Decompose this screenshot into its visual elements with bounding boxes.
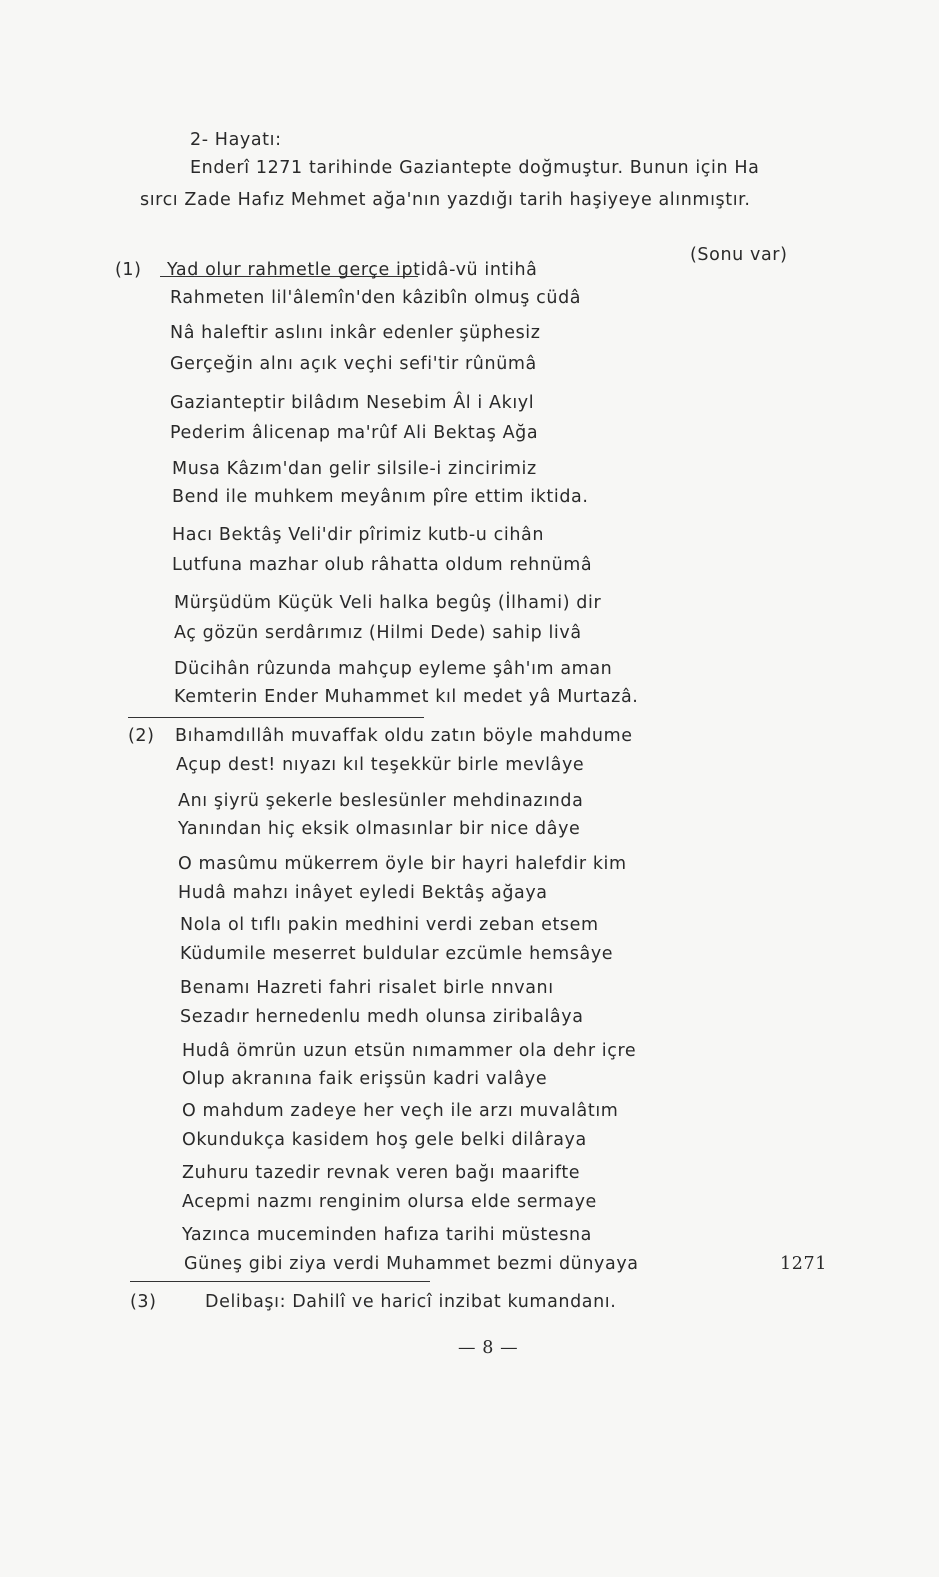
- fn2-line: O mahdum zadeye her veçh ile arzı muvalâtım: [182, 1101, 619, 1121]
- fn1-line: Yad olur rahmetle gerçe iptidâ-vü intihâ: [167, 260, 538, 280]
- fn2-line: Küdumile meserret buldular ezcümle hemsâye: [180, 944, 614, 964]
- fn2-line: Bıhamdıllâh muvaffak oldu zatın böyle mahdume: [175, 726, 633, 746]
- fn2-line: Açup dest! nıyazı kıl teşekkür birle mevlâye: [176, 755, 585, 775]
- fn2-line: Nola ol tıflı pakin medhini verdi zeban etsem: [180, 915, 599, 935]
- fn2-line: Okundukça kasidem hoş gele belki dilâraya: [182, 1130, 587, 1150]
- fn2-line: Yanından hiç eksik olmasınlar bir nice dâye: [178, 819, 581, 839]
- chronogram-year: 1271: [780, 1254, 827, 1274]
- fn2-line: Sezadır hernedenlu medh olunsa ziribalâya: [180, 1007, 584, 1027]
- fn2-line: Acepmi nazmı renginim olursa elde sermaye: [182, 1192, 597, 1212]
- fn3-line: Delibaşı: Dahilî ve haricî inzibat kumandanı.: [205, 1292, 617, 1312]
- continued-note: (Sonu var): [690, 245, 788, 265]
- fn2-line: Zuhuru tazedir revnak veren bağı maarifte: [182, 1163, 581, 1183]
- section-heading: 2- Hayatı:: [190, 130, 282, 150]
- fn1-line: Musa Kâzım'dan gelir silsile-i zincirimiz: [172, 459, 537, 479]
- fn1-line: Kemterin Ender Muhammet kıl medet yâ Murtazâ.: [174, 687, 639, 707]
- fn1-line: Bend ile muhkem meyânım pîre ettim iktida.: [172, 487, 589, 507]
- intro-line-2: sırcı Zade Hafız Mehmet ağa'nın yazdığı tarih haşiyeye alınmıştır.: [140, 190, 751, 210]
- fn2-line: Yazınca muceminden hafıza tarihi müstesna: [182, 1225, 592, 1245]
- footnote-2-marker: (2): [128, 726, 155, 746]
- page-number: — 8 —: [458, 1338, 519, 1358]
- fn1-line: Lutfuna mazhar olub râhatta oldum rehnümâ: [172, 555, 593, 575]
- fn2-line: Olup akranına faik erişsün kadri valâye: [182, 1069, 548, 1089]
- fn2-line: Anı şiyrü şekerle beslesünler mehdinazında: [178, 791, 584, 811]
- fn1-line: Rahmeten lil'âlemîn'den kâzibîn olmuş cüdâ: [170, 288, 582, 308]
- fn2-line: O masûmu mükerrem öyle bir hayri halefdir kim: [178, 854, 627, 874]
- fn1-line: Mürşüdüm Küçük Veli halka begûş (İlhami) dir: [174, 593, 602, 613]
- footnote-separator: [130, 1281, 430, 1282]
- footnote-separator: [128, 717, 424, 718]
- fn1-line: Hacı Bektâş Veli'dir pîrimiz kutb-u cihân: [172, 525, 545, 545]
- fn1-line: Gerçeğin alnı açık veçhi sefi'tir rûnümâ: [170, 354, 537, 374]
- fn1-line: Gazianteptir bilâdım Nesebim Âl i Akıyl: [170, 393, 535, 413]
- fn1-line: Nâ haleftir aslını inkâr edenler şüphesiz: [170, 323, 541, 343]
- footnote-1-marker: (1): [115, 260, 142, 280]
- fn1-line: Aç gözün serdârımız (Hilmi Dede) sahip livâ: [174, 623, 582, 643]
- fn2-line: Hudâ ömrün uzun etsün nımammer ola dehr içre: [182, 1041, 637, 1061]
- fn2-line: Benamı Hazreti fahri risalet birle nnvanı: [180, 978, 554, 998]
- fn1-line: Dücihân rûzunda mahçup eyleme şâh'ım aman: [174, 659, 613, 679]
- fn2-line: Hudâ mahzı inâyet eyledi Bektâş ağaya: [178, 883, 548, 903]
- fn1-line: Pederim âlicenap ma'rûf Ali Bektaş Ağa: [170, 423, 539, 443]
- footnote-3-marker: (3): [130, 1292, 157, 1312]
- fn2-line: Güneş gibi ziya verdi Muhammet bezmi dünyaya: [184, 1254, 639, 1274]
- intro-line-1: Enderî 1271 tarihinde Gaziantepte doğmuştur. Bunun için Ha: [190, 158, 760, 178]
